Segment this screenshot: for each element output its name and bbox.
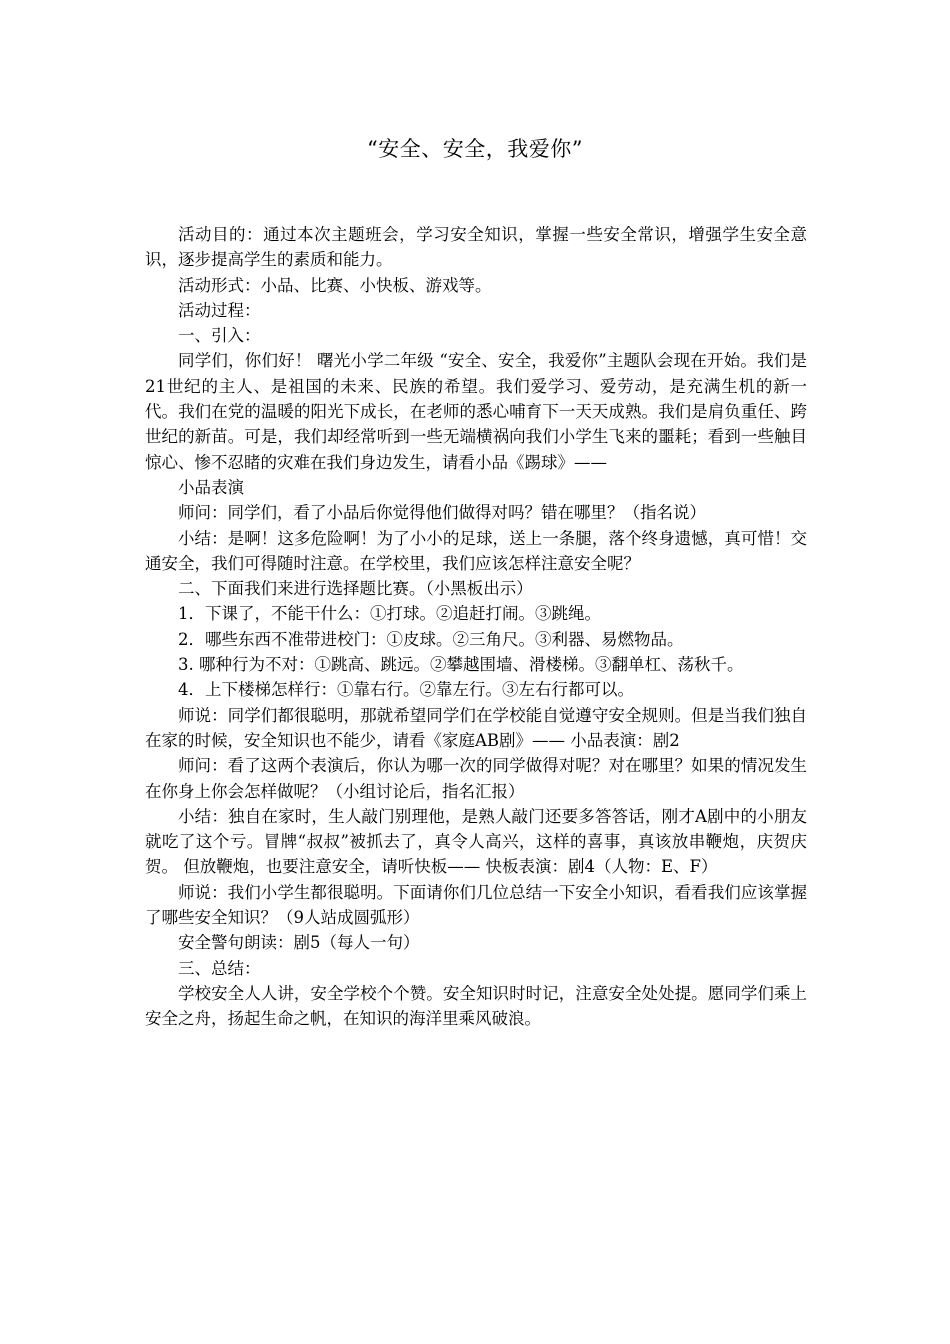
paragraph-process-heading: 活动过程： <box>178 300 261 320</box>
paragraph-teacher-question-2: 师问：看了这两个表演后，你认为哪一次的同学做得对呢？对在哪里？如果的情况发生在你身上你会怎样做呢？（小组讨论后，指名汇报） <box>145 756 807 801</box>
document-body <box>145 222 807 1032</box>
paragraph-intro: 同学们，你们好！ 曙光小学二年级 “安全、安全，我爱你”主题队会现在开始。我们是21世纪的主人、是祖国的未来、民族的希望。我们爱学习、爱劳动，是充满生机的新一代。我们在党的温暖的阳光下成长，在老师的悉心哺育下一天天成熟。我们是肩负重任、跨世纪的新苗。可是，我们却经常听到一些无端横祸向我们小学生飞来的噩耗；看到一些触目惊心、惨不忍睹的灾难在我们身边发生，请看小品《踢球》—— <box>145 351 807 472</box>
section-heading-conclusion: 三、总结： <box>178 958 261 978</box>
quiz-item-2: 2．哪些东西不准带进校门：①皮球。②三角尺。③利器、易燃物品。 <box>178 629 684 649</box>
paragraph-summary-1: 小结：是啊！这多危险啊！为了小小的足球，送上一条腿，落个终身遗憾，真可惜！交通安全，我们可得随时注意。在学校里，我们应该怎样注意安全呢？ <box>145 528 807 573</box>
quiz-item-4: 4．上下楼梯怎样行：①靠右行。②靠左行。③左右行都可以。 <box>178 680 634 700</box>
paragraph-teacher-says-1: 师说：同学们都很聪明，那就希望同学们在学校能自觉遵守安全规则。但是当我们独自在家的时候，安全知识也不能少，请看《家庭AB剧》—— 小品表演：剧2 <box>145 705 807 750</box>
paragraph-safety-slogans: 安全警句朗读：剧5（每人一句） <box>178 933 420 953</box>
document-title: “安全、安全，我爱你” <box>367 137 583 161</box>
paragraph-teacher-says-2: 师说：我们小学生都很聪明。下面请你们几位总结一下安全小知识，看看我们应该掌握了哪些安全知识？（9人站成圆弧形） <box>145 882 807 928</box>
paragraph-skit: 小品表演 <box>178 477 244 497</box>
section-heading-quiz: 二、下面我们来进行选择题比赛。（小黑板出示） <box>178 579 533 599</box>
paragraph-summary-2: 小结：独自在家时，生人敲门别理他，是熟人敲门还要多答答话，刚才A剧中的小朋友就吃了这个亏。冒牌“叔叔”被抓去了，真令人高兴，这样的喜事，真该放串鞭炮，庆贺庆贺。 但放鞭炮，也要注意安全，请听快板—— 快板表演：剧4（人物：E、F） <box>145 806 807 877</box>
section-heading-intro: 一、引入： <box>178 326 261 346</box>
paragraph-purpose: 活动目的：通过本次主题班会，学习安全知识，掌握一些安全常识，增强学生安全意识，逐步提高学生的素质和能力。 <box>145 225 807 270</box>
paragraph-teacher-question: 师问：同学们，看了小品后你觉得他们做得对吗？错在哪里？（指名说） <box>178 503 706 523</box>
paragraph-conclusion: 学校安全人人讲，安全学校个个赞。安全知识时时记，注意安全处处提。愿同学们乘上安全之舟，扬起生命之帆，在知识的海洋里乘风破浪。 <box>145 983 807 1029</box>
paragraph-form: 活动形式：小品、比赛、小快板、游戏等。 <box>178 275 492 295</box>
quiz-item-1: 1．下课了，不能干什么：①打球。②追赶打闹。③跳绳。 <box>178 604 601 624</box>
quiz-item-3: 3. 哪种行为不对：①跳高、跳远。②攀越围墙、滑楼梯。③翻单杠、荡秋千。 <box>178 655 744 675</box>
